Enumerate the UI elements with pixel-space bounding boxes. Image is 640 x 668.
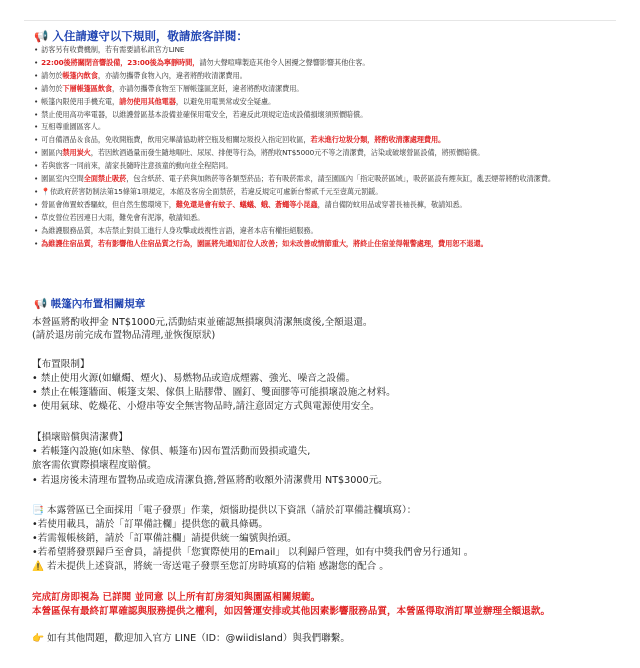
rule-highlight: 下層帳篷區飲食 [62, 83, 113, 93]
rule-text: 📍依政府菸害防制法第15條第1項規定，本館及客房全面禁菸，若違反規定可處新台幣貳千元至壹萬元罰鍰。 [41, 186, 383, 196]
rule-item [34, 160, 624, 173]
megaphone-icon: 📢 [34, 298, 48, 310]
rule-text: 互相尊重園區客人。 [41, 122, 105, 132]
invoice-item: •若使用載具，請於「訂單備註欄」提供您的載具條碼。 [32, 519, 268, 530]
rule-highlight: 帳篷內飲食 [62, 70, 98, 80]
divider [24, 20, 616, 21]
rule-text: ，包含紙菸、電子菸與加熱菸等各類型菸品；若有吸菸需求，請至園區內「指定吸菸區域」，吸菸區設有煙灰缸，亂丟煙蒂將酌收清潔費。 [126, 174, 555, 184]
rule-highlight: 禁用炭火 [62, 148, 91, 158]
bullet: • [34, 161, 39, 171]
rule-text: 營區會佈置蚊香驅蚊，但自然生態環境下， [41, 199, 176, 209]
rule-highlight: 全面禁止吸菸 [83, 174, 127, 184]
bullet: • [34, 122, 39, 132]
rule-item [34, 70, 624, 83]
invoice-warning [32, 558, 632, 572]
rule-text: 園區內 [41, 148, 63, 158]
rule-item [34, 199, 624, 212]
bullet: • [34, 225, 39, 235]
bullet: • [34, 45, 39, 54]
bullet: • [34, 148, 39, 158]
rule-text: ，請自備防蚊用品或穿著長袖長褲，敬請知悉。 [317, 199, 467, 209]
invoice-item: •若希望將發票歸戶至會員，請提供「您實際使用的Email」 以利歸戶管理，如有中獎我們會另行通知 。 [32, 547, 474, 558]
bullet: • [34, 212, 39, 222]
rule-text: 請勿於 [41, 70, 63, 80]
bullet: • [34, 96, 39, 106]
rule-highlight: 22:00後將關閉音響設備，23:00後為寧靜時間， [41, 57, 200, 67]
booking-rights: 本營區保有最終訂單確認與服務提供之權利，如因營運安排或其他因素影響服務品質，本營區得取消訂單並辦理全額退款。 [32, 606, 551, 617]
bullet: • [34, 135, 39, 145]
damage-item: • 若退房後未清理布置物品或造成清潔負擔,營區將酌收額外清潔費用 NT$3000元。 [32, 475, 388, 486]
rule-text: 訪客另有收費機制，若有需要請私訊官方LINE [41, 45, 185, 54]
bullet: • [34, 199, 39, 209]
deposit-note: (請於退房前完成布置物品清理,並恢復原狀) [32, 330, 216, 341]
warning-text: 若未提供上述資訊，將統一寄送電子發票至您訂房時填寫的信箱 感謝您的配合 。 [47, 561, 389, 572]
bullet: • [34, 109, 39, 119]
rule-highlight: 請勿使用其他電器 [119, 96, 176, 106]
booking-agreement: 完成訂房即視為 已詳閱 並同意 以上所有訂房須知與園區相關規範。 [32, 592, 321, 603]
limit-item: • 禁止在帳篷牆面、帳篷支架、傢俱上貼膠帶、圖釘、雙面膠等可能損壞設施之材料。 [32, 387, 396, 398]
contact-text: 如有其他問題，歡迎加入官方 LINE（ID：@wiidisland）與我們聯繫。 [47, 633, 350, 644]
rule-item [34, 212, 624, 225]
rule-text: ，亦請勿攜帶食物入內，違者將酌收清潔費用。 [97, 70, 247, 80]
invoice-intro-text: 本露營區已全面採用「電子發票」作業，煩惱助提供以下資訊（請於訂單備註欄填寫）： [47, 505, 417, 516]
invoice-item: •若需報帳核銷，請於「訂單備註欄」請提供統一編號與抬頭。 [32, 533, 297, 544]
damage-item: 旅客需依實際損壞程度賠償。 [32, 460, 157, 471]
pointing-hand-icon: 👉 [32, 633, 44, 644]
rule-item [34, 134, 624, 147]
rules-header [34, 28, 248, 44]
rule-text: ，以避免用電異常或安全疑慮。 [175, 96, 276, 106]
rule-text: ，亦請勿攜帶食物至下層帳篷區烹飪，違者將酌收清潔費用。 [112, 83, 304, 93]
rule-item [34, 83, 624, 96]
deposit-line: 本營區將酌收押金 NT$1000元,活動結束並確認無損壞與清潔無虞後,全額退還。 [32, 317, 373, 328]
invoice-intro [32, 502, 632, 516]
damage-title: 【損壞賠償與清潔費】 [32, 432, 128, 443]
rule-item [34, 238, 624, 251]
bullet: • [34, 174, 39, 184]
limits-title: 【布置限制】 [32, 359, 90, 370]
rule-item [34, 186, 624, 199]
rule-highlight: 為維護住宿品質，若有影響他人住宿品質之行為，園區將先通知訂位人改善；如未改善或情節重大，將終止住宿並得報警處理，費用恕不退還。 [41, 238, 488, 248]
section2-header [34, 296, 145, 311]
megaphone-icon: 📢 [34, 29, 49, 43]
rule-text: 請勿於 [41, 83, 63, 93]
rule-text: 可自備酒品＆食品，免收開瓶費，飲用完畢請協助將空瓶及相關垃圾投入指定回收區， [41, 135, 311, 145]
rule-item [34, 173, 624, 186]
warning-icon: ⚠️ [32, 561, 44, 572]
rules-title: 入住請遵守以下規則，敬請旅客詳閱： [52, 29, 248, 43]
rule-text: 草皮營位若因連日大雨，難免會有泥濘，敬請知悉。 [41, 212, 205, 222]
bullet: • [34, 83, 39, 93]
rule-text: 若與旅客一同前來，請家長隨時注意孩童的動向並全程陪同。 [41, 161, 233, 171]
rule-text: 禁止使用高功率電器，以維護營區基本設備並確保用電安全，若違反此項規定造成設備損壞須照價賠償。 [41, 109, 368, 119]
bullet: • [34, 57, 39, 67]
contact-line [32, 630, 632, 644]
rule-text: ，若因飲酒過量而發生隨地嘔吐、尿尿、排便等行為，將酌收NT$5000元不等之清潔費，沾染或破壞營區設備，將照價賠償。 [90, 148, 485, 158]
rule-item [34, 96, 624, 109]
rule-item [34, 109, 624, 122]
rule-text: 為維護服務品質，本店禁止對員工進行人身攻擊或歧視性言語，違者本店有權拒絕服務。 [41, 225, 318, 235]
rule-text: 帳篷內限使用手機充電， [41, 96, 120, 106]
rule-item [34, 57, 624, 70]
section2-title: 帳篷內布置相關規章 [50, 298, 146, 310]
rule-item [34, 225, 624, 238]
rule-item [34, 121, 624, 134]
rules-list [34, 44, 624, 251]
rule-text: 園區室內空間 [41, 174, 84, 184]
rule-highlight: 若未進行垃圾分類，將酌收清潔處理費用。 [310, 135, 446, 145]
rule-item [34, 147, 624, 160]
limit-item: • 使用氣球、乾燥花、小燈串等安全無害物品時,請注意固定方式與電源使用安全。 [32, 401, 380, 412]
bullet: • [34, 70, 39, 80]
rule-item [34, 44, 624, 57]
rule-text: 請勿大聲喧嘩製造其他令人困擾之聲響影響其他住客。 [199, 57, 370, 67]
bullet: • [34, 238, 39, 248]
receipt-icon: 📑 [32, 505, 44, 516]
bullet: • [34, 186, 39, 196]
damage-item: • 若帳篷內設施(如床墊、傢俱、帳篷布)因布置活動而毀損或遺失, [32, 446, 311, 457]
limit-item: • 禁止使用火源(如蠟燭、煙火)、易燃物品或造成煙霧、強光、噪音之設備。 [32, 373, 356, 384]
rule-highlight: 難免還是會有蚊子、蟻蟻、蛾、蒼蠅等小昆蟲 [175, 199, 318, 209]
